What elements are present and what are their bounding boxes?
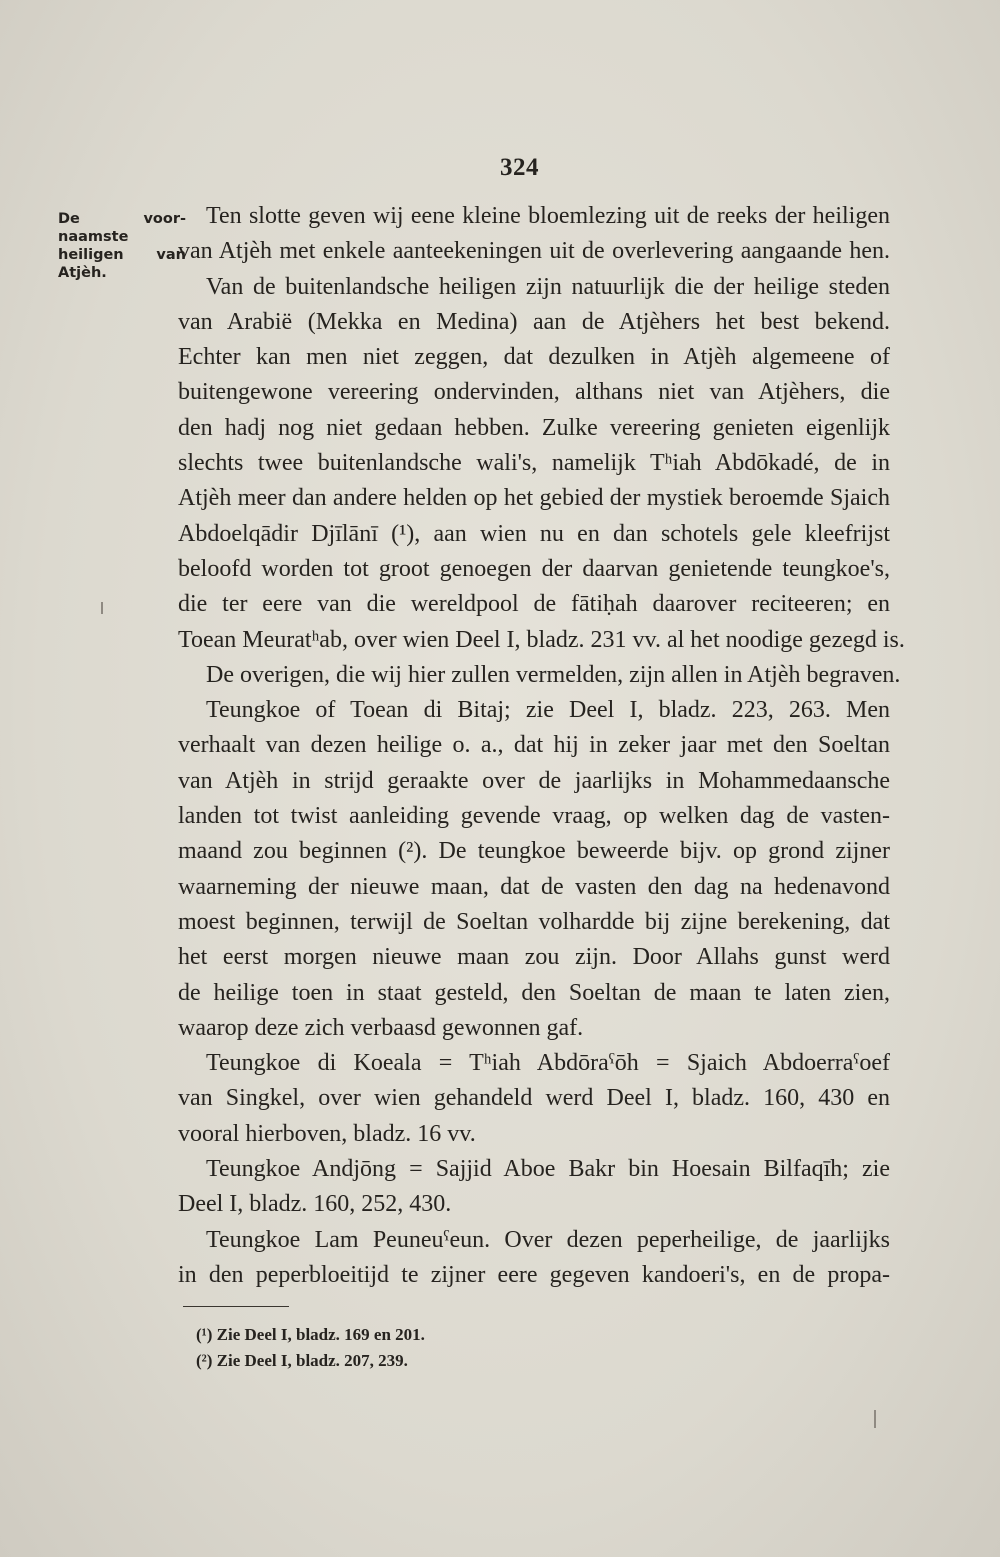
body-line: den hadj nog niet gedaan hebben. Zulke vereering genieten eigenlijk: [178, 414, 890, 441]
body-line: in den peperbloeitijd te zijner eere gegeven kandoeri's, en de propa-: [178, 1261, 890, 1288]
body-line: beloofd worden tot groot genoegen der daarvan genietende teungkoe's,: [178, 555, 890, 582]
body-line: Van de buitenlandsche heiligen zijn natuurlijk die der heilige steden: [206, 273, 890, 300]
footnote-rule: [183, 1306, 289, 1307]
footnotes: [196, 1322, 425, 1374]
body-line: van Arabië (Mekka en Medina) aan de Atjèhers het best bekend.: [178, 308, 890, 335]
body-line: de heilige toen in staat gesteld, den Soeltan de maan te laten zien,: [178, 979, 890, 1006]
scan-speck: [101, 602, 103, 614]
body-line: Toean Meuratʰab, over wien Deel I, bladz. 231 vv. al het noodige gezegd is.: [178, 626, 905, 653]
body-line: waarop deze zich verbaasd gewonnen gaf.: [178, 1014, 584, 1041]
body-line: Echter kan men niet zeggen, dat dezulken in Atjèh algemeene of: [178, 344, 890, 371]
body-line: waarneming der nieuwe maan, dat de vasten den dag na hedenavond: [178, 873, 890, 900]
body-line: verhaalt van dezen heilige o. a., dat hij in zeker jaar met den Soeltan: [178, 732, 890, 759]
body-line: Teungkoe di Koeala = Tʰiah Abdōraˁōh = Sjaich Abdoerraˁoef: [206, 1050, 890, 1077]
margin-note-line: heiligen van: [58, 247, 186, 263]
page-number: 324: [500, 154, 539, 181]
body-line: die ter eere van die wereldpool de fātiḥah daarover reciteeren; en: [178, 591, 890, 618]
body-line: maand zou beginnen (²). De teungkoe beweerde bijv. op grond zijner: [178, 838, 890, 865]
body-line: Ten slotte geven wij eene kleine bloemlezing uit de reeks der heiligen: [206, 203, 890, 229]
body-line: Abdoelqādir Djīlānī (¹), aan wien nu en dan schotels gele kleefrijst: [178, 520, 890, 547]
body-line: van Singkel, over wien gehandeld werd Deel I, bladz. 160, 430 en: [178, 1085, 890, 1112]
body-line: moest beginnen, terwijl de Soeltan volhardde bij zijne berekening, dat: [178, 908, 890, 935]
body-line: Atjèh meer dan andere helden op het gebied der mystiek beroemde Sjaich: [178, 485, 890, 512]
body-line: Teungkoe Andjōng = Sajjid Aboe Bakr bin Hoesain Bilfaqīh; zie: [206, 1156, 890, 1183]
body-line: Teungkoe Lam Peuneuˁeun. Over dezen peperheilige, de jaarlijks: [206, 1226, 890, 1253]
footnote-line: (¹) Zie Deel I, bladz. 169 en 201.: [196, 1325, 425, 1344]
body-line: Deel I, bladz. 160, 252, 430.: [178, 1191, 452, 1218]
body-line: landen tot twist aanleiding gevende vraag, op welken dag de vasten-: [178, 803, 890, 830]
body-text: [178, 199, 905, 1293]
scan-speck: [874, 1410, 876, 1428]
body-line: van Atjèh met enkele aanteekeningen uit de overlevering aangaande hen.: [178, 238, 890, 265]
body-line: Teungkoe of Toean di Bitaj; zie Deel I, bladz. 223, 263. Men: [206, 697, 890, 724]
margin-note-line: naamste: [58, 229, 129, 245]
body-line: vooral hierboven, bladz. 16 vv.: [178, 1120, 476, 1147]
margin-note-line: De voor-: [58, 211, 186, 227]
body-line: buitengewone vereering ondervinden, althans niet van Atjèhers, die: [178, 379, 890, 406]
body-line: het eerst morgen nieuwe maan zou zijn. Door Allahs gunst werd: [178, 944, 890, 971]
body-line: van Atjèh in strijd geraakte over de jaarlijks in Mohammedaansche: [178, 767, 890, 794]
margin-note-line: Atjèh.: [58, 265, 107, 281]
body-line: De overigen, die wij hier zullen vermelden, zijn allen in Atjèh begraven.: [206, 661, 901, 688]
footnote-line: (²) Zie Deel I, bladz. 207, 239.: [196, 1351, 408, 1370]
body-line: slechts twee buitenlandsche wali's, namelijk Tʰiah Abdōkadé, de in: [178, 450, 890, 477]
margin-note: [58, 210, 186, 282]
